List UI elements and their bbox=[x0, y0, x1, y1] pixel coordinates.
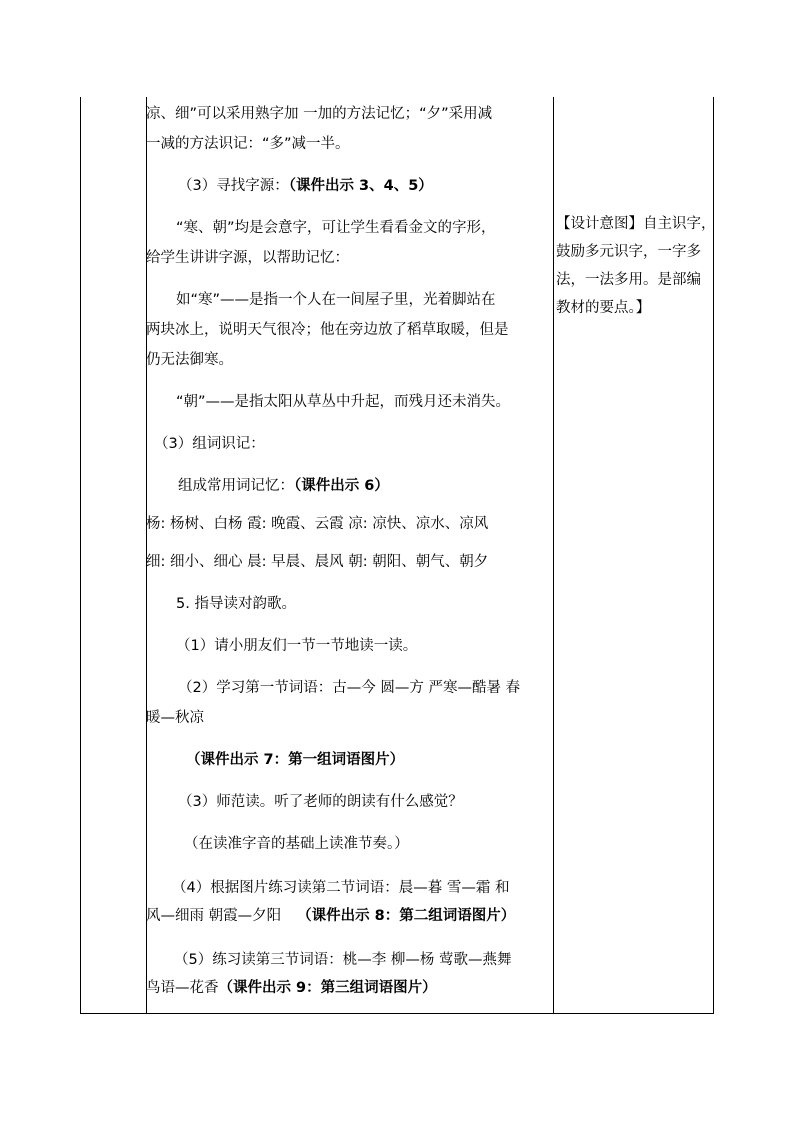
text-line: “寒、朝”均是会意字，可让学生看看金文的字形， bbox=[176, 220, 496, 236]
design-intent-line: 教材的要点。】 bbox=[556, 300, 651, 316]
courseware-note: （课件出示 3、4、5） bbox=[288, 178, 433, 194]
table-bottom-border bbox=[80, 1013, 714, 1014]
text-span: 风—细雨 朝霞—夕阳 bbox=[146, 908, 282, 924]
design-intent-line: 【设计意图】自主识字， bbox=[556, 216, 716, 232]
text-line: （2）学习第一节词语：古—今 圆—方 严寒—酷暑 春 bbox=[178, 680, 521, 696]
text-line: 一减的方法识记：“多”减一半。 bbox=[146, 136, 350, 152]
text-line: 仍无法御寒。 bbox=[146, 352, 233, 368]
text-line: 两块冰上，说明天气很冷；他在旁边放了稻草取暖，但是 bbox=[146, 322, 509, 338]
text-line bbox=[178, 476, 389, 496]
table-left-border bbox=[80, 97, 81, 1014]
text-line: （1）请小朋友们一节一节地读一读。 bbox=[176, 638, 418, 654]
design-intent-line: 鼓励多元识字，一字多 bbox=[556, 244, 701, 260]
text-line bbox=[146, 906, 515, 926]
step-label: （3）寻找字源： bbox=[178, 178, 289, 194]
courseware-note: （课件出示 8：第二组词语图片） bbox=[297, 908, 516, 924]
text-span: 鸟语—花香 bbox=[146, 980, 219, 996]
courseware-note: （课件出示 9：第三组词语图片） bbox=[218, 980, 437, 996]
text-line bbox=[178, 176, 433, 196]
table-column-divider-2 bbox=[553, 97, 554, 1014]
text-line: 细: 细小、细心 晨: 早晨、晨风 朝: 朝阳、朝气、朝夕 bbox=[146, 554, 489, 570]
text-line: 凉、细”可以采用熟字加 一加的方法记忆；“夕”采用减 bbox=[146, 106, 493, 122]
text-line: （5）练习读第三节词语：桃—李 柳—杨 莺歌—燕舞 bbox=[174, 952, 512, 968]
text-line: “朝”——是指太阳从草丛中升起，而残月还未消失。 bbox=[176, 394, 511, 410]
text-line: （3）师范读。听了老师的朗读有什么感觉？ bbox=[178, 794, 463, 810]
text-line: 暖—秋凉 bbox=[146, 710, 204, 726]
text-line: （在读准字音的基础上读准节奏。） bbox=[184, 836, 409, 852]
table-right-border bbox=[713, 97, 714, 1014]
text-line: 给学生讲讲字源，以帮助记忆： bbox=[146, 250, 349, 266]
text-line: 5. 指导读对韵歌。 bbox=[176, 596, 296, 612]
text-line: （4）根据图片练习读第二节词语：晨—暮 雪—霜 和 bbox=[172, 880, 510, 896]
text-line: （3）组词识记： bbox=[154, 436, 265, 452]
text-line bbox=[146, 978, 437, 998]
text-line: 如“寒”——是指一个人在一间屋子里，光着脚站在 bbox=[176, 292, 496, 308]
design-intent-line: 法，一法多用。是部编 bbox=[556, 272, 701, 288]
courseware-note: （课件出示 7：第一组词语图片） bbox=[186, 752, 405, 768]
step-label: 组成常用词记忆： bbox=[178, 478, 294, 494]
courseware-note: （课件出示 6） bbox=[294, 478, 389, 494]
text-line: 杨: 杨树、白杨 霞: 晚霞、云霞 凉: 凉快、凉水、凉风 bbox=[146, 516, 489, 532]
